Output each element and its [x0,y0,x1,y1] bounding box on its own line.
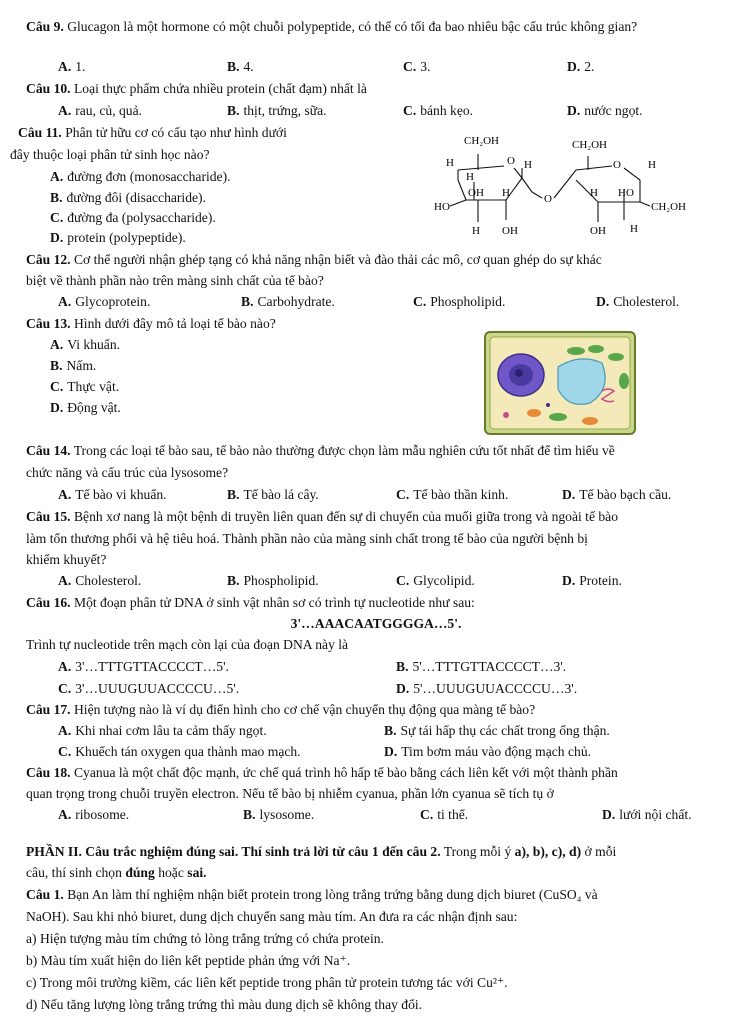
part2-heading-tail: Trong mỗi ý [443,844,512,859]
label-h: H [524,159,532,171]
option-key: D. [602,807,616,822]
q17-number: Câu 17. [26,702,71,717]
option-text: ti thể. [437,807,469,822]
option-text: 3. [420,59,431,74]
q18-stem-line2: quan trọng trong chuỗi truyền electron. Nếu tế bào bị nhiễm cyanua, phần lớn cyanua sẽ tích tụ ở [26,786,554,801]
q10-option-a[interactable] [58,102,142,120]
label-h: H [472,225,480,237]
option-key: B. [227,59,240,74]
option-key: C. [420,807,434,822]
option-key: A. [58,659,72,674]
q14-stem-text: Trong các loại tế bào sau, tế bào nào thường được chọn làm mẫu nghiên cứu tốt nhất để tìm hiểu về [73,443,615,458]
p2q1-stem-text: Bạn An làm thí nghiệm nhận biết protein trong lòng trắng trứng bằng dung dịch biuret (CuSO₄ và [67,887,598,902]
label-ch2oh-left: CH₂OH [464,135,500,147]
option-key: B. [50,190,63,205]
option-text: Tim bơm máu vào động mạch chủ. [401,744,592,759]
q15-stem-text: Bệnh xơ nang là một bệnh di truyền liên quan đến sự di chuyển của muối giữa trong và ngoài tế bào [73,509,619,524]
q17-stem [26,701,535,719]
q11-number: Câu 11. [18,125,62,140]
q9-number: Câu 9. [26,19,64,34]
label-ch2oh-right: CH₂OH [572,139,608,151]
q11-stem-line2: đây thuộc loại phân tử sinh học nào? [10,147,210,162]
option-key: D. [562,487,576,502]
q14-option-c[interactable] [396,486,508,504]
option-key: C. [58,744,72,759]
option-text: 1. [75,59,86,74]
option-key: D. [567,59,581,74]
q17-stem-text: Hiện tượng nào là ví dụ điển hình cho cơ chế vận chuyển thụ động qua màng tế bào? [73,702,536,717]
option-key: B. [396,659,409,674]
label-ho: HO [434,201,450,213]
label-h: H [590,187,598,199]
option-text: Cholesterol. [613,294,680,309]
q12-option-c[interactable] [413,293,505,311]
option-key: C. [396,487,410,502]
option-key: B. [243,807,256,822]
option-key: D. [567,103,581,118]
label-o-ring-right: O [613,159,621,171]
option-text: Tế bào lá cây. [243,487,319,502]
option-text: Nấm. [66,358,97,373]
p2q1-statement-d[interactable]: d) Nếu tăng lượng lòng trắng trứng thì màu dung dịch sẽ không thay đổi. [26,997,423,1012]
option-text: Cholesterol. [75,573,142,588]
label-o-ring-left: O [507,155,515,167]
option-key: D. [562,573,576,588]
q13-option-d[interactable] [50,399,121,417]
q15-stem-line1 [26,508,618,526]
q11-option-d[interactable] [50,229,186,247]
option-key: C. [58,681,72,696]
part2-heading-tail-bold: a), b), c), d) [514,844,582,859]
option-key: D. [396,681,410,696]
label-h: H [648,159,656,171]
q11-option-c[interactable] [50,209,216,227]
q11-stem-text: Phân tử hữu cơ có cấu tạo như hình dưới [65,125,287,140]
option-text: đường đơn (monosaccharide). [67,169,231,184]
label-h: H [502,187,510,199]
p2q1-stem-line1 [26,886,598,904]
q17-option-c[interactable] [58,743,301,761]
q16-option-a[interactable] [58,658,229,676]
q12-option-a[interactable] [58,293,150,311]
option-text: Khuếch tán oxygen qua thành mao mạch. [75,744,301,759]
q18-option-c[interactable] [420,806,468,824]
label-o-bridge: O [544,193,552,205]
q18-option-b[interactable] [243,806,314,824]
part2-instruction-true: đúng [125,865,155,880]
q14-option-d[interactable] [562,486,671,504]
q15-number: Câu 15. [26,509,71,524]
option-key: A. [58,59,72,74]
disaccharide-structure-figure [418,122,708,242]
option-key: A. [58,807,72,822]
q14-option-b[interactable] [227,486,319,504]
option-text: Khi nhai cơm lâu ta cảm thấy ngọt. [75,723,267,738]
p2q1-statement-c[interactable]: c) Trong môi trường kiềm, các liên kết peptide trong phân tử protein tương tác với Cu²⁺. [26,975,508,990]
q15-stem-line3: khiếm khuyết? [26,552,107,567]
label-h: H [446,157,454,169]
part2-heading-line1 [26,843,616,861]
option-text: đường đôi (disaccharide). [66,190,206,205]
q18-number: Câu 18. [26,765,71,780]
q13-number: Câu 13. [26,316,71,331]
option-key: A. [58,487,72,502]
q13-stem-text: Hình dưới đây mô tả loại tế bào nào? [73,316,276,331]
label-ho: HO [618,187,634,199]
q17-option-a[interactable] [58,722,267,740]
option-text: Tế bào vi khuẩn. [75,487,167,502]
label-oh: OH [590,225,606,237]
option-text: ribosome. [75,807,130,822]
q11-stem-line1 [18,124,287,142]
option-key: A. [58,103,72,118]
q16-stem-text: Một đoạn phân tử DNA ở sinh vật nhân sơ có trình tự nucleotide như sau: [73,595,475,610]
q14-option-a[interactable] [58,486,167,504]
option-text: thịt, trứng, sữa. [243,103,327,118]
label-oh: OH [468,187,484,199]
q9-option-d[interactable] [567,58,594,76]
label-oh: OH [502,225,518,237]
option-key: C. [396,573,410,588]
option-text: protein (polypeptide). [67,230,186,245]
q17-option-b[interactable] [384,722,610,740]
q9-option-b[interactable] [227,58,254,76]
option-key: B. [241,294,254,309]
option-key: A. [58,573,72,588]
option-text: Động vật. [67,400,121,415]
label-h: H [466,171,474,183]
option-key: C. [403,103,417,118]
q10-stem-text: Loại thực phẩm chứa nhiều protein (chất đạm) nhất là [73,81,367,96]
q16-option-c[interactable] [58,680,239,698]
q16-stem-line2: Trình tự nucleotide trên mạch còn lại của đoạn DNA này là [26,637,349,652]
q10-number: Câu 10. [26,81,71,96]
option-text: Carbohydrate. [257,294,335,309]
p2q1-number: Câu 1. [26,887,64,902]
label-ch2oh: CH₂OH [651,201,687,213]
option-text: bánh kẹo. [420,103,474,118]
q13-stem [26,315,276,333]
option-text: 4. [243,59,254,74]
option-text: Tế bào thần kinh. [413,487,509,502]
q18-option-a[interactable] [58,806,129,824]
q13-option-a[interactable] [50,336,120,354]
q10-stem [26,80,367,98]
option-key: B. [227,573,240,588]
option-text: Phospholipid. [243,573,319,588]
part2-heading: PHẦN II. Câu trắc nghiệm đúng sai. Thí sinh trả lời từ câu 1 đến câu 2. [26,844,441,859]
q16-number: Câu 16. [26,595,71,610]
option-key: B. [227,103,240,118]
part2-heading-line2 [26,864,207,882]
q16-option-b[interactable] [396,658,566,676]
option-key: C. [50,210,64,225]
option-key: C. [403,59,417,74]
option-text: Glycolipid. [413,573,475,588]
q12-number: Câu 12. [26,252,71,267]
option-key: D. [50,400,64,415]
q14-stem-line2: chức năng và cấu trúc của lysosome? [26,465,229,480]
option-text: Tế bào bạch cầu. [579,487,672,502]
option-text: lysosome. [259,807,315,822]
p2q1-stem-line2: NaOH). Sau khi nhỏ biuret, dung dịch chuyển sang màu tím. An đưa ra các nhận định sau: [26,909,518,924]
q9-stem-line1 [26,18,637,36]
q13-option-b[interactable] [50,357,96,375]
option-text: Sự tái hấp thụ các chất trong ống thận. [400,723,610,738]
q10-option-d[interactable] [567,102,643,120]
q12-option-d[interactable] [596,293,679,311]
option-key: A. [50,169,64,184]
q10-option-c[interactable] [403,102,473,120]
q15-option-c[interactable] [396,572,475,590]
option-text: Protein. [579,573,622,588]
option-key: A. [58,294,72,309]
p2q1-statement-a[interactable]: a) Hiện tượng màu tím chứng tỏ lòng trắng trứng có chứa protein. [26,931,384,946]
q15-option-b[interactable] [227,572,319,590]
option-key: D. [50,230,64,245]
option-key: A. [58,723,72,738]
option-text: nước ngọt. [584,103,643,118]
option-text: 5'…UUUGUUACCCCU…3'. [413,681,578,696]
option-text: Vi khuẩn. [67,337,121,352]
q16-dna-sequence: 3'…AAACAATGGGGA…5'. [290,616,462,631]
q18-option-d[interactable] [602,806,692,824]
q14-number: Câu 14. [26,443,71,458]
part2-instruction-or: hoặc [158,865,184,880]
q12-stem-line2: biệt về thành phần nào trên màng sinh chất của tế bào? [26,273,324,288]
option-key: D. [384,744,398,759]
p2q1-statement-b[interactable]: b) Màu tím xuất hiện do liên kết peptide phản ứng với Na⁺. [26,953,351,968]
q15-option-a[interactable] [58,572,141,590]
q12-stem-line1 [26,251,602,269]
q9-stem: Glucagon là một hormone có một chuỗi polypeptide, có thể có tối đa bao nhiêu bậc cấu trúc không gian? [67,19,638,34]
part2-heading-tail-end: ở mỗi [584,844,617,859]
option-text: 5'…TTTGTTACCCCT…3'. [412,659,567,674]
option-key: D. [596,294,610,309]
option-text: 3'…TTTGTTACCCCT…5'. [75,659,229,674]
q12-stem-text: Cơ thể người nhận ghép tạng có khả năng nhận biết và đào thải các mô, cơ quan ghép do sự khác [73,252,602,267]
q16-stem [26,594,475,612]
q9-option-a[interactable] [58,58,85,76]
q9-option-c[interactable] [403,58,430,76]
q10-option-b[interactable] [227,102,327,120]
option-text: rau, củ, quả. [75,103,143,118]
q11-option-b[interactable] [50,189,206,207]
option-key: B. [50,358,63,373]
q17-option-d[interactable] [384,743,591,761]
option-key: C. [413,294,427,309]
part2-instruction-false: sai. [187,865,207,880]
q13-option-c[interactable] [50,378,119,396]
option-key: C. [50,379,64,394]
option-text: 2. [584,59,595,74]
q15-option-d[interactable] [562,572,622,590]
option-text: Phospholipid. [430,294,506,309]
q15-stem-line2: làm tổn thương phổi và hệ tiêu hoá. Thành phần nào của màng sinh chất trong tế bào của người bệnh bị [26,531,588,546]
option-text: 3'…UUUGUUACCCCU…5'. [75,681,240,696]
label-h: H [630,223,638,235]
option-text: Thực vật. [67,379,120,394]
part2-instruction: câu, thí sinh chọn [26,865,122,880]
q18-stem-text: Cyanua là một chất độc mạnh, ức chế quá trình hô hấp tế bào bằng cách liên kết với một thành phần [73,765,618,780]
option-text: lưới nội chất. [619,807,692,822]
q14-stem-line1 [26,442,615,460]
q18-stem-line1 [26,764,618,782]
option-text: Glycoprotein. [75,294,151,309]
option-key: B. [227,487,240,502]
option-key: A. [50,337,64,352]
plant-cell-illustration [484,331,636,435]
q12-option-b[interactable] [241,293,335,311]
option-key: B. [384,723,397,738]
q11-option-a[interactable] [50,168,231,186]
option-text: đường đa (polysaccharide). [67,210,216,225]
q16-option-d[interactable] [396,680,577,698]
